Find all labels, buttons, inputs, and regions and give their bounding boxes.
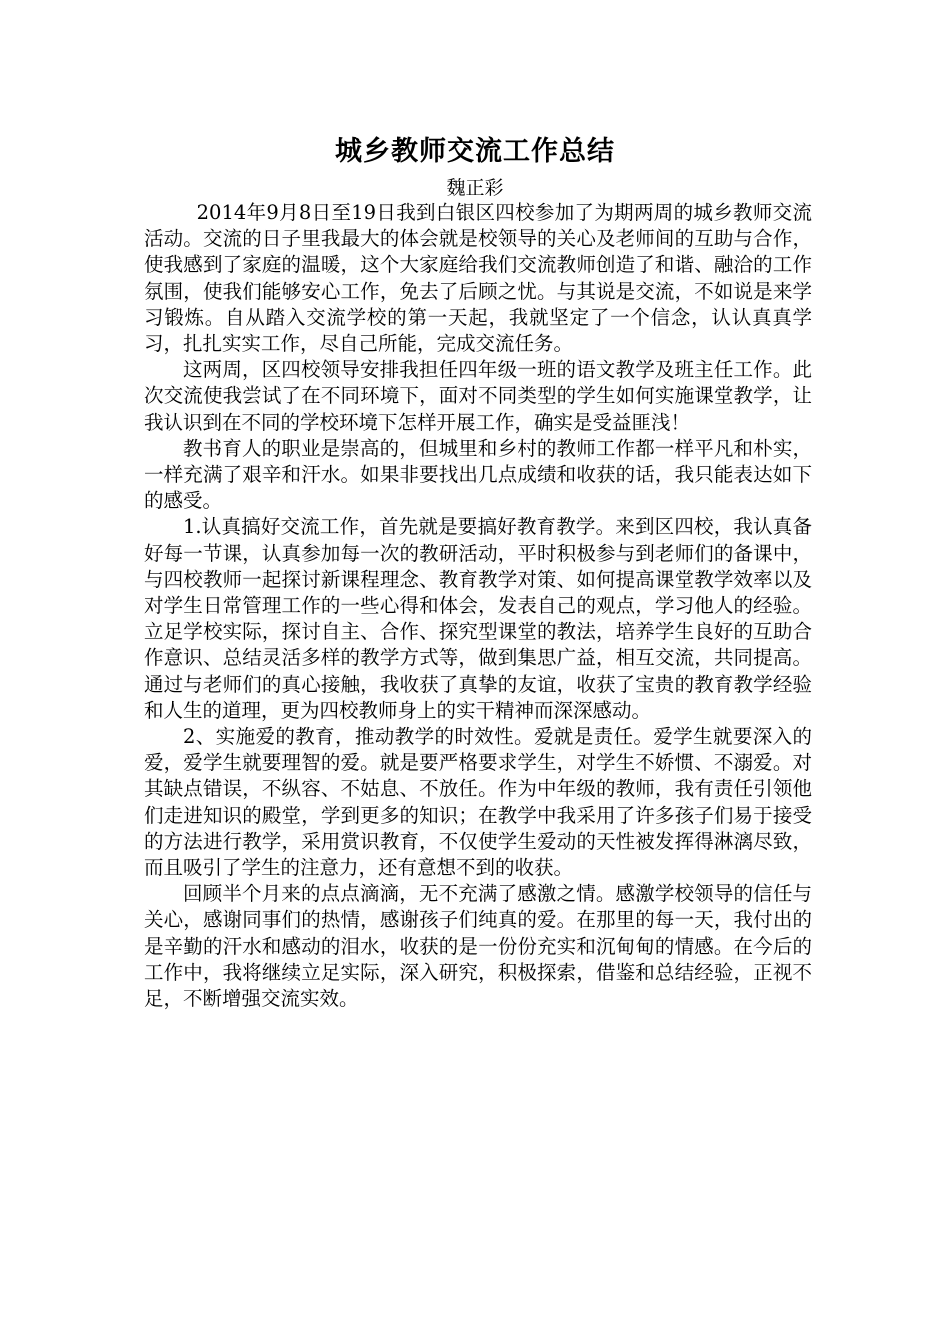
document-author: 魏正彩 xyxy=(446,177,504,199)
paragraph-4: 1.认真搞好交流工作，首先就是要搞好教育教学。来到区四校，我认真备好每一节课，认真参加每一次的教研活动，平时积极参与到老师们的备课中，与四校教师一起探讨新课程理念、教育教学对策、如何提高课堂教学效率以及对学生日常管理工作的一些心得和体会，发表自己的观点，学习他人的经验。立足学校实际，探讨自主、合作、探究型课堂的教法，培养学生良好的互助合作意识、总结灵活多样的教学方式等，做到集思广益，相互交流，共同提高。通过与老师们的真心接触，我收获了真挚的友谊，收获了宝贵的教育教学经验和人生的道理，更为四校教师身上的实干精神而深深感动。 xyxy=(144,515,812,722)
paragraph-1: 2014年9月8日至19日我到白银区四校参加了为期两周的城乡教师交流活动。交流的日子里我最大的体会就是校领导的关心及老师间的互助与合作，使我感到了家庭的温暖，这个大家庭给我们交流教师创造了和谐、融洽的工作氛围，使我们能够安心工作，免去了后顾之忧。与其说是交流，不如说是来学习锻炼。自从踏入交流学校的第一天起，我就坚定了一个信念，认认真真学习，扎扎实实工作，尽自己所能，完成交流任务。 xyxy=(144,201,812,356)
paragraph-6: 回顾半个月来的点点滴滴，无不充满了感激之情。感激学校领导的信任与关心，感谢同事们的热情，感谢孩子们纯真的爱。在那里的每一天，我付出的是辛勤的汗水和感动的泪水，收获的是一份份充实和沉甸甸的情感。在今后的工作中，我将继续立足实际，深入研究，积极探索，借鉴和总结经验，正视不足，不断增强交流实效。 xyxy=(144,882,812,1011)
paragraph-5: 2、实施爱的教育，推动教学的时效性。爱就是责任。爱学生就要深入的爱，爱学生就要理智的爱。就是要严格要求学生，对学生不娇惯、不溺爱。对其缺点错误，不纵容、不姑息、不放任。作为中年级的教师，我有责任引领他们走进知识的殿堂，学到更多的知识；在教学中我采用了许多孩子们易于接受的方法进行教学，采用赏识教育，不仅使学生爱动的天性被发挥得淋漓尽致，而且吸引了学生的注意力，还有意想不到的收获。 xyxy=(144,725,812,880)
document-body xyxy=(144,200,812,1012)
document-title: 城乡教师交流工作总结 xyxy=(335,136,615,167)
paragraph-2: 这两周，区四校领导安排我担任四年级一班的语文教学及班主任工作。此次交流使我尝试了在不同环境下，面对不同类型的学生如何实施课堂教学，让我认识到在不同的学校环境下怎样开展工作，确实是受益匪浅！ xyxy=(144,358,812,434)
paragraph-3: 教书育人的职业是崇高的，但城里和乡村的教师工作都一样平凡和朴实，一样充满了艰辛和汗水。如果非要找出几点成绩和收获的话，我只能表达如下的感受。 xyxy=(144,436,812,513)
